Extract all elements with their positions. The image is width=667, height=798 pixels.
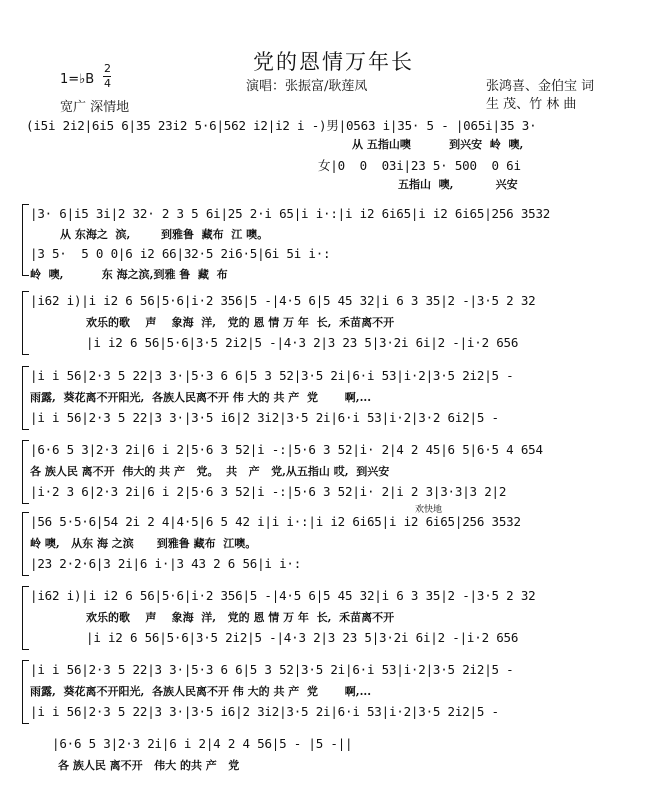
lyric-bottom: 岭 噢, 东 海之滨,到雅 鲁 藏 布	[30, 268, 228, 281]
notation-bottom: 女|0 0 03i|23 5· 500 0 6i	[318, 158, 521, 173]
notation-top: |6·6 5 3|2·3 2i|6 i 2|4 2 4 56|5 - |5 -||	[52, 736, 353, 751]
song-title: 党的恩情万年长	[253, 50, 414, 74]
singers-credit: 演唱：张振富/耿莲凤	[246, 79, 368, 94]
tempo-marking: 宽广 深情地	[60, 100, 130, 115]
notation-top: |i i 56|2·3 5 22|3 3·|5·3 6 6|5 3 52|3·5 2i|6·i 53|i·2|3·5 2i2|5 -	[30, 662, 514, 677]
system-brace	[22, 512, 29, 576]
notation-top: |56 5·5·6|54 2i 2 4|4·5|6 5 42 i|i i·:|i i2 6i65|i i2 6i65|256 3532	[30, 514, 521, 529]
lyric-top: 欢乐的歌 声 象海 洋, 党的 恩 情 万 年 长, 禾苗离不开	[86, 611, 395, 624]
time-signature-bottom: 4	[104, 77, 111, 90]
notation-top: (i5i 2i2|6i5 6|35 23i2 5·6|562 i2|i2 i -)男|0563 i|35· 5 - |065i|35 3·	[26, 118, 537, 133]
notation-bottom: |i i 56|2·3 5 22|3 3·|3·5 i6|2 3i2|3·5 2i|6·i 53|i·2|3·2 6i2|5 -	[30, 410, 499, 425]
notation-top: |i i 56|2·3 5 22|3 3·|5·3 6 6|5 3 52|3·5 2i|6·i 53|i·2|3·5 2i2|5 -	[30, 368, 514, 383]
key-signature: 1=♭B	[60, 72, 95, 87]
notation-bottom: |3 5· 5 0 0|6 i2 66|32·5 2i6·5|6i 5i i·:	[30, 246, 331, 261]
lyric-top: 从 东海之 滨, 到雅鲁 藏布 江 噢。	[60, 228, 269, 241]
system-brace	[22, 660, 29, 724]
notation-bottom: |i i2 6 56|5·6|3·5 2i2|5 -|4·3 2|3 23 5|3·2i 6i|2 -|i·2 656	[86, 630, 519, 645]
system-brace	[22, 586, 29, 650]
notation-top: |6·6 5 3|2·3 2i|6 i 2|5·6 3 52|i -:|5·6 3 52|i· 2|4 2 45|6 5|6·5 4 654	[30, 442, 543, 457]
system-brace	[22, 366, 29, 430]
lyric-top: 从 五指山噢 到兴安 岭 噢,	[352, 138, 524, 151]
tempo-marking-2: 欢快地	[415, 505, 443, 515]
system-brace	[22, 440, 29, 504]
lyric-top: 雨露, 葵花离不开阳光, 各族人民离不开 伟 大的 共 产 党 啊,...	[30, 685, 372, 698]
lyric-top: 雨露, 葵花离不开阳光, 各族人民离不开 伟 大的 共 产 党 啊,...	[30, 391, 372, 404]
notation-top: |i62 i)|i i2 6 56|5·6|i·2 356|5 -|4·5 6|5 45 32|i 6 3 35|2 -|3·5 2 32	[30, 588, 536, 603]
lyric-top: 欢乐的歌 声 象海 洋, 党的 恩 情 万 年 长, 禾苗离不开	[86, 316, 395, 329]
system-brace	[22, 291, 29, 355]
notation-bottom: |i·2 3 6|2·3 2i|6 i 2|5·6 3 52|i -:|5·6 3 52|i· 2|i 2 3|3·3|3 2|2	[30, 484, 507, 499]
time-signature-top: 2	[104, 62, 111, 75]
lyric-bottom: 五指山 噢, 兴安	[398, 178, 518, 191]
notation-bottom: |i i 56|2·3 5 22|3 3·|3·5 i6|2 3i2|3·5 2i|6·i 53|i·2|3·5 2i2|5 -	[30, 704, 499, 719]
notation-top: |3· 6|i5 3i|2 32· 2 3 5 6i|25 2·i 65|i i·:|i i2 6i65|i i2 6i65|256 3532	[30, 206, 551, 221]
lyric-top: 各 族人民 离不开 伟大的 共 产 党。 共 产 党,从五指山 哎, 到兴安	[30, 465, 390, 478]
lyricist-credit: 张鸿喜、金伯宝 词	[486, 79, 595, 94]
composer-credit: 生 茂、竹 林 曲	[486, 97, 577, 112]
lyric-top: 岭 噢, 从东 海 之滨 到雅鲁 藏布 江噢。	[30, 537, 257, 550]
system-brace	[22, 204, 29, 276]
notation-bottom: |i i2 6 56|5·6|3·5 2i2|5 -|4·3 2|3 23 5|3·2i 6i|2 -|i·2 656	[86, 335, 519, 350]
notation-top: |i62 i)|i i2 6 56|5·6|i·2 356|5 -|4·5 6|5 45 32|i 6 3 35|2 -|3·5 2 32	[30, 293, 536, 308]
lyric-top: 各 族人民 离不开 伟大 的共 产 党	[58, 759, 240, 772]
notation-bottom: |23 2·2·6|3 2i|6 i·|3 43 2 6 56|i i·:	[30, 556, 302, 571]
